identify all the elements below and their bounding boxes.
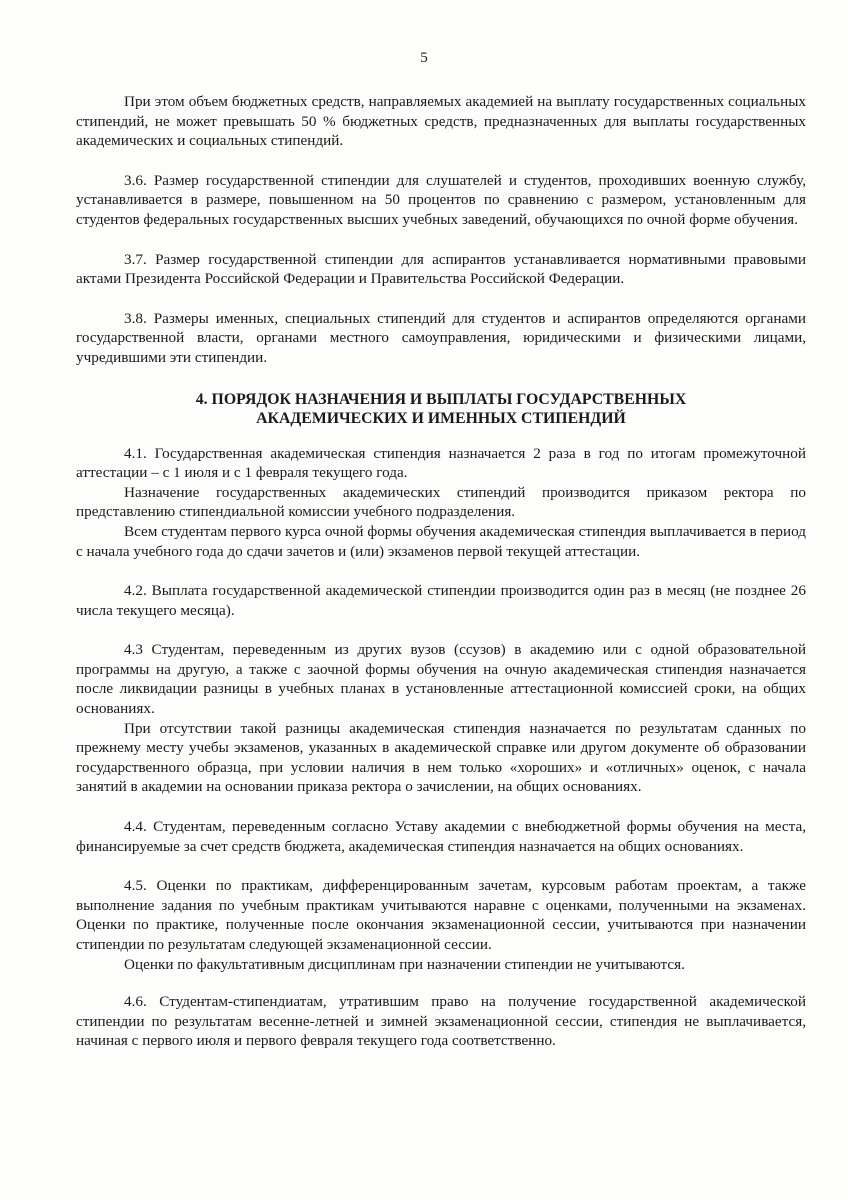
section-heading <box>76 390 806 428</box>
section-heading-line-1: 4. ПОРЯДОК НАЗНАЧЕНИЯ И ВЫПЛАТЫ ГОСУДАРСТВЕННЫХ <box>195 390 687 408</box>
section-heading-line-2: АКАДЕМИЧЕСКИХ И ИМЕННЫХ СТИПЕНДИЙ <box>256 409 626 427</box>
paragraph-3-7: 3.7. Размер государственной стипендии для аспирантов устанавливается нормативными правовыми актами Президента Российской Федерации и Правительства Российской Федерации. <box>76 250 806 288</box>
paragraph-4-2: 4.2. Выплата государственной академической стипендии производится один раз в месяц (не позднее 26 числа текущего месяца). <box>76 582 806 619</box>
paragraph-4-3-no-difference: При отсутствии такой разницы академическая стипендия назначается по результатам сданных по прежнему месту учебы экзаменов, указанных в академической справке или другом документе об образовании государственного образца, при условии наличия в нем только «хороших» и «отличных» оценок, с начала занятий в академии на основании приказа ректора о зачислении, на общих основаниях. <box>76 719 806 796</box>
paragraph-budget-limit: При этом объем бюджетных средств, направляемых академией на выплату государственных социальных стипендий, не может превышать 50 % бюджетных средств, предназначенных для выплаты государственных академических и социальных стипендий. <box>76 93 806 150</box>
paragraph-4-4: 4.4. Студентам, переведенным согласно Уставу академии с внебюджетной формы обучения на места, финансируемые за счет средств бюджета, академическая стипендия назначается на общих основаниях. <box>76 818 806 855</box>
paragraph-4-1: 4.1. Государственная академическая стипендия назначается 2 раза в год по итогам промежуточной аттестации – с 1 июля и с 1 февраля текущего года. <box>76 444 806 482</box>
paragraph-4-1-appointment: Назначение государственных академических стипендий производится приказом ректора по представлению стипендиальной комиссии учебного подразделения. <box>76 483 806 521</box>
paragraph-4-6: 4.6. Студентам-стипендиатам, утратившим право на получение государственной академической стипендии по результатам весенне-летней и зимней экзаменационной сессии, стипендия не выплачивается, начиная с первого июля и первого февраля текущего года соответственно. <box>76 993 806 1050</box>
paragraph-3-6: 3.6. Размер государственной стипендии для слушателей и студентов, проходивших военную службу, устанавливается в размере, повышенном на 50 процентов по сравнению с размером, установленным для студентов федеральных государственных высших учебных заведений, обучающихся по очной форме обучения. <box>76 171 806 228</box>
paragraph-4-3: 4.3 Студентам, переведенным из других вузов (ссузов) в академию или с одной образовательной программы на другую, а также с заочной формы обучения на очную академическая стипендия назначается после ликвидации разницы в учебных планах в установленные аттестационной комиссией сроки, на общих основаниях. <box>76 641 806 718</box>
document-body <box>76 92 806 1051</box>
paragraph-3-8: 3.8. Размеры именных, специальных стипендий для студентов и аспирантов определяются органами государственной власти, органами местного самоуправления, юридическими и физическими лицами, учредившими эти стипендии. <box>76 309 806 366</box>
page-number: 5 <box>420 50 428 66</box>
paragraph-4-5: 4.5. Оценки по практикам, дифференцированным зачетам, курсовым работам проектам, а также выполнение задания по учебным практикам учитываются наравне с оценками, полученными на экзаменах. Оценки по практике, полученные после окончания экзаменационной сессии, учитываются при назначении стипендии по результатам следующей экзаменационной сессии. <box>76 877 806 953</box>
paragraph-4-1-first-year: Всем студентам первого курса очной формы обучения академическая стипендия выплачивается в период с начала учебного года до сдачи зачетов и (или) экзаменов первой текущей аттестации. <box>76 522 806 560</box>
paragraph-4-5-optional: Оценки по факультативным дисциплинам при назначении стипендии не учитываются. <box>124 955 685 973</box>
